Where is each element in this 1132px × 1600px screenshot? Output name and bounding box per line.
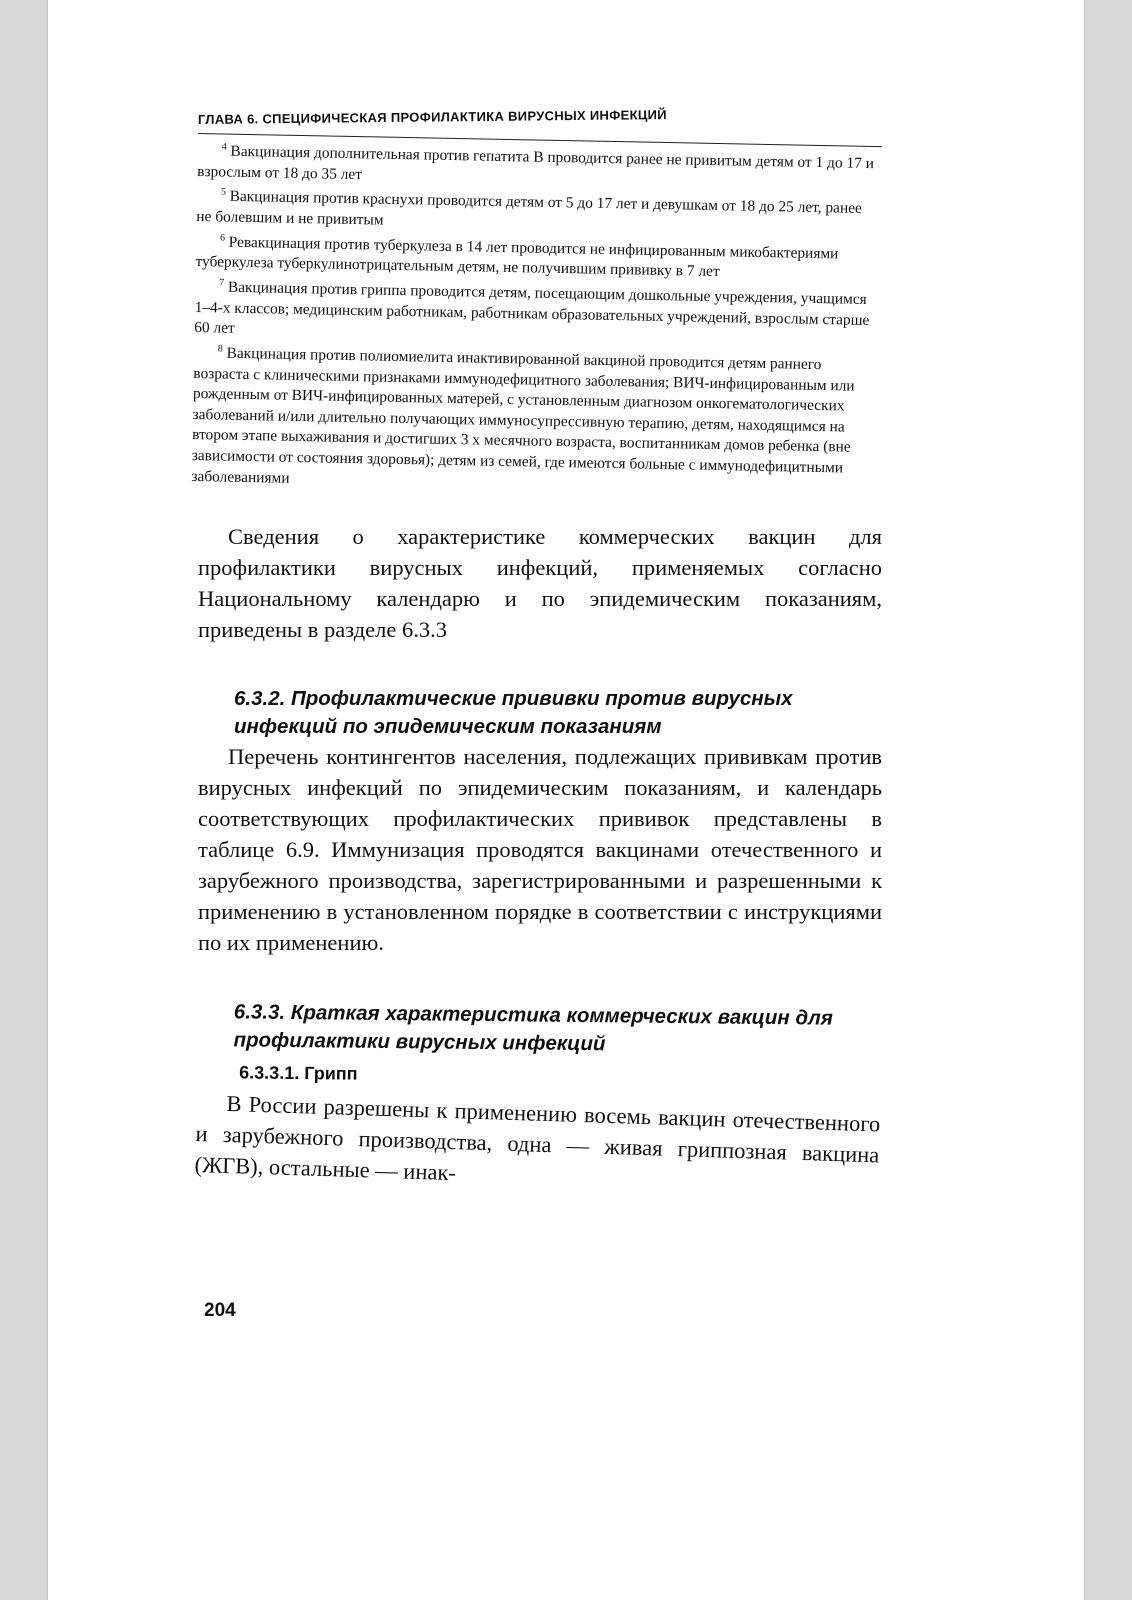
footnote-text: Ревакцинация против туберкулеза в 14 лет проводится не инфицированным микобактериями туберкулеза туберкулинотрицательным детям, не получившим прививку в 7 лет (195, 233, 839, 281)
section-heading-6-3-3: 6.3.3. Краткая характеристика коммерческих вакцин для профилактики вирусных инфекций (233, 1000, 834, 1056)
chapter-header: ГЛАВА 6. СПЕЦИФИЧЕСКАЯ ПРОФИЛАКТИКА ВИРУСНЫХ ИНФЕКЦИЙ (197, 107, 667, 127)
section-6-3-3 (196, 998, 882, 1187)
intro-paragraph: Сведения о характеристике коммерческих вакцин для профилактики вирусных инфекций, применяемых согласно Национальному календарю и по эпидемическим показаниям, приведены в разделе 6.3.3 (198, 524, 882, 643)
footnote-text: Вакцинация против гриппа проводится детям, посещающим дошкольные учреждения, учащимся 1–4-х классов; медицинским работникам, работникам образовательных учреждений, взрослым старше 60 лет (194, 278, 870, 337)
footnote-text: Вакцинация против краснухи проводится детям от 5 до 17 лет и девушкам от 18 до 25 лет, ранее не болевшим и не привитым (196, 188, 863, 229)
footnote-mark: 5 (220, 186, 226, 198)
footnote-text: Вакцинация дополнительная против гепатита В проводится ранее не привитым детям от 1 до 17 и взрослым от 18 до 35 лет (197, 142, 875, 183)
subsection-heading-6-3-3-1: 6.3.3.1. Грипп (239, 1062, 358, 1084)
page-content (191, 107, 882, 1186)
footnote-text: Вакцинация против полиомиелита инактивированной вакциной проводится детям раннего возраста с клиническими признаками иммунодефицитного заболевания; ВИЧ-инфицированным или рожденным от ВИЧ-инфицированных матерей, с установленным диагнозом онкогематологических заболеваний и/или длительно получающих иммуносупрессивную терапию, детям, находящимся на втором этапе выхаживания и достигших 3 х месячного возраста, воспитанникам домов ребенка (вне зависимости от состояния здоровья); детям из семей, где имеются больные с иммунодефицитными заболеваниями (191, 344, 855, 487)
section-heading-6-3-2: 6.3.2. Профилактические прививки против вирусных инфекций по эпидемическим показаниям (234, 687, 793, 739)
page-number: 204 (204, 1300, 236, 1321)
footnote-mark: 8 (217, 343, 223, 355)
footnote-mark: 4 (221, 141, 227, 153)
footnote (191, 339, 878, 500)
footnote-mark: 6 (219, 232, 226, 244)
footnotes-block (191, 133, 882, 500)
subsection-paragraph-6-3-3-1: В России разрешены к применению восемь вакцин отечественного и зарубежного производства, одна — живая гриппозная вакцина (ЖГВ), остальные — инак- (194, 1091, 881, 1186)
footnote-mark: 7 (219, 277, 225, 289)
section-paragraph-6-3-2: Перечень контингентов населения, подлежащих прививкам против вирусных инфекций по эпидемическим показаниям, и календарь соответствующих профилактических прививок представлены в таблице 6.9. Иммунизация проводятся вакцинами отечественного и зарубежного производства, зарегистрированными и разрешенными к применению в установленном порядке в соответствии с инструкциями по их применению. (198, 744, 882, 956)
page-sheet (48, 0, 1084, 1600)
